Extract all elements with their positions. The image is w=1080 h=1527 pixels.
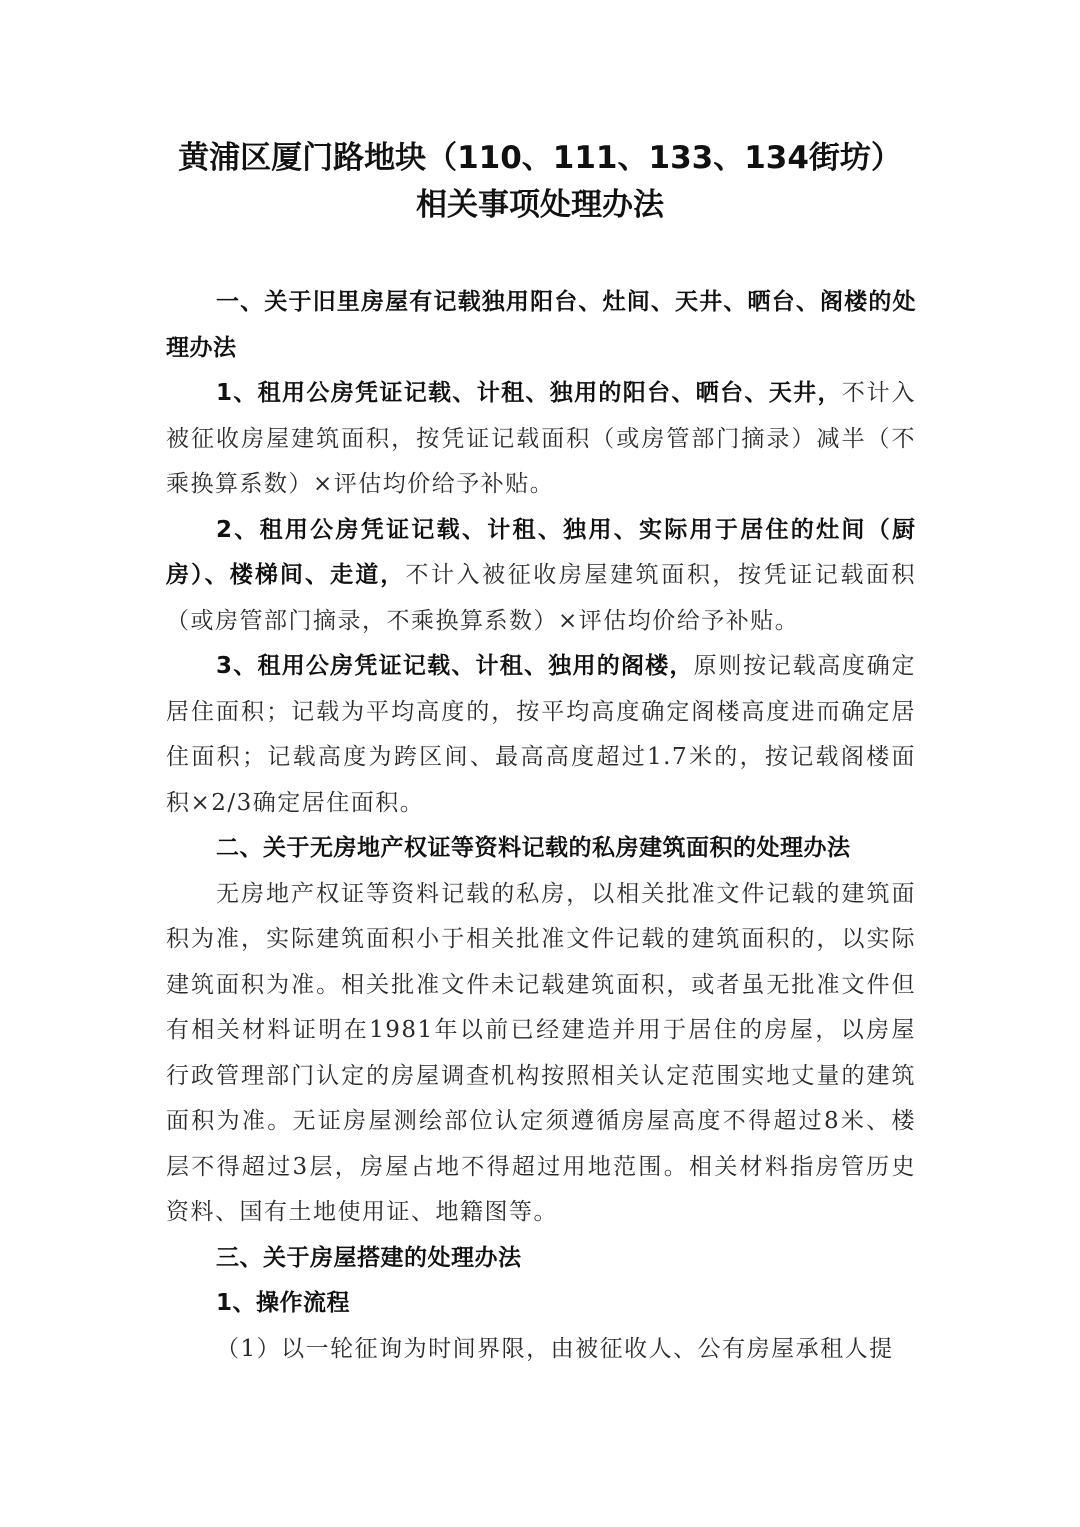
document-title-line2: 相关事项处理办法: [416, 187, 664, 223]
section1-item3-lead: 3、租用公房凭证记载、计租、独用的阁楼，: [216, 653, 694, 679]
section1-heading: 一、关于旧里房屋有记载独用阳台、灶间、天井、晒台、阁楼的处理办法: [166, 289, 916, 361]
section1-item2: [166, 508, 916, 645]
document-title-line1: 黄浦区厦门路地块（110、111、133、134街坊）: [178, 140, 902, 176]
document-body: [166, 280, 916, 1372]
section2-paragraph: 无房地产权证等资料记载的私房，以相关批准文件记载的建筑面积为准，实际建筑面积小于相关批准文件记载的建筑面积的，以实际建筑面积为准。相关批准文件未记载建筑面积，或者虽无批准文件但有相关材料证明在1981年以前已经建造并用于居住的房屋，以房屋行政管理部门认定的房屋调查机构按照相关认定范围实地丈量的建筑面积为准。无证房屋测绘部位认定须遵循房屋高度不得超过8米、楼层不得超过3层，房屋占地不得超过用地范围。相关材料指房管历史资料、国有土地使用证、地籍图等。: [166, 880, 916, 1225]
section3-paragraph: （1）以一轮征询为时间界限，由被征收人、公有房屋承租人提: [216, 1335, 894, 1362]
section2-heading: 二、关于无房地产权证等资料记载的私房建筑面积的处理办法: [216, 835, 851, 861]
section1-item2-lead: 2、租用公房凭证记载、计租、独用、实际用于居住的灶间（厨房）、楼梯间、走道，: [166, 516, 916, 588]
section3-subheading: 1、操作流程: [216, 1290, 351, 1316]
section3-heading: 三、关于房屋搭建的处理办法: [216, 1244, 522, 1271]
section1-item1-lead: 1、租用公房凭证记载、计租、独用的阳台、晒台、天井，: [216, 380, 842, 406]
section1-item2-text: 不计入被征收房屋建筑面积，按凭证记载面积（或房管部门摘录，不乘换算系数）×评估均价给予补贴。: [166, 562, 917, 634]
section1-item3-text: 原则按记载高度确定居住面积；记载为平均高度的，按平均高度确定阁楼高度进而确定居住面积；记载高度为跨区间、最高高度超过1.7米的，按记载阁楼面积×2/3确定居住面积。: [166, 653, 916, 816]
section1-item3: [166, 644, 916, 826]
section1-item1: [166, 371, 916, 508]
section1-item1-text: 不计入被征收房屋建筑面积，按凭证记载面积（或房管部门摘录）减半（不乘换算系数）×评估均价给予补贴。: [166, 380, 916, 497]
